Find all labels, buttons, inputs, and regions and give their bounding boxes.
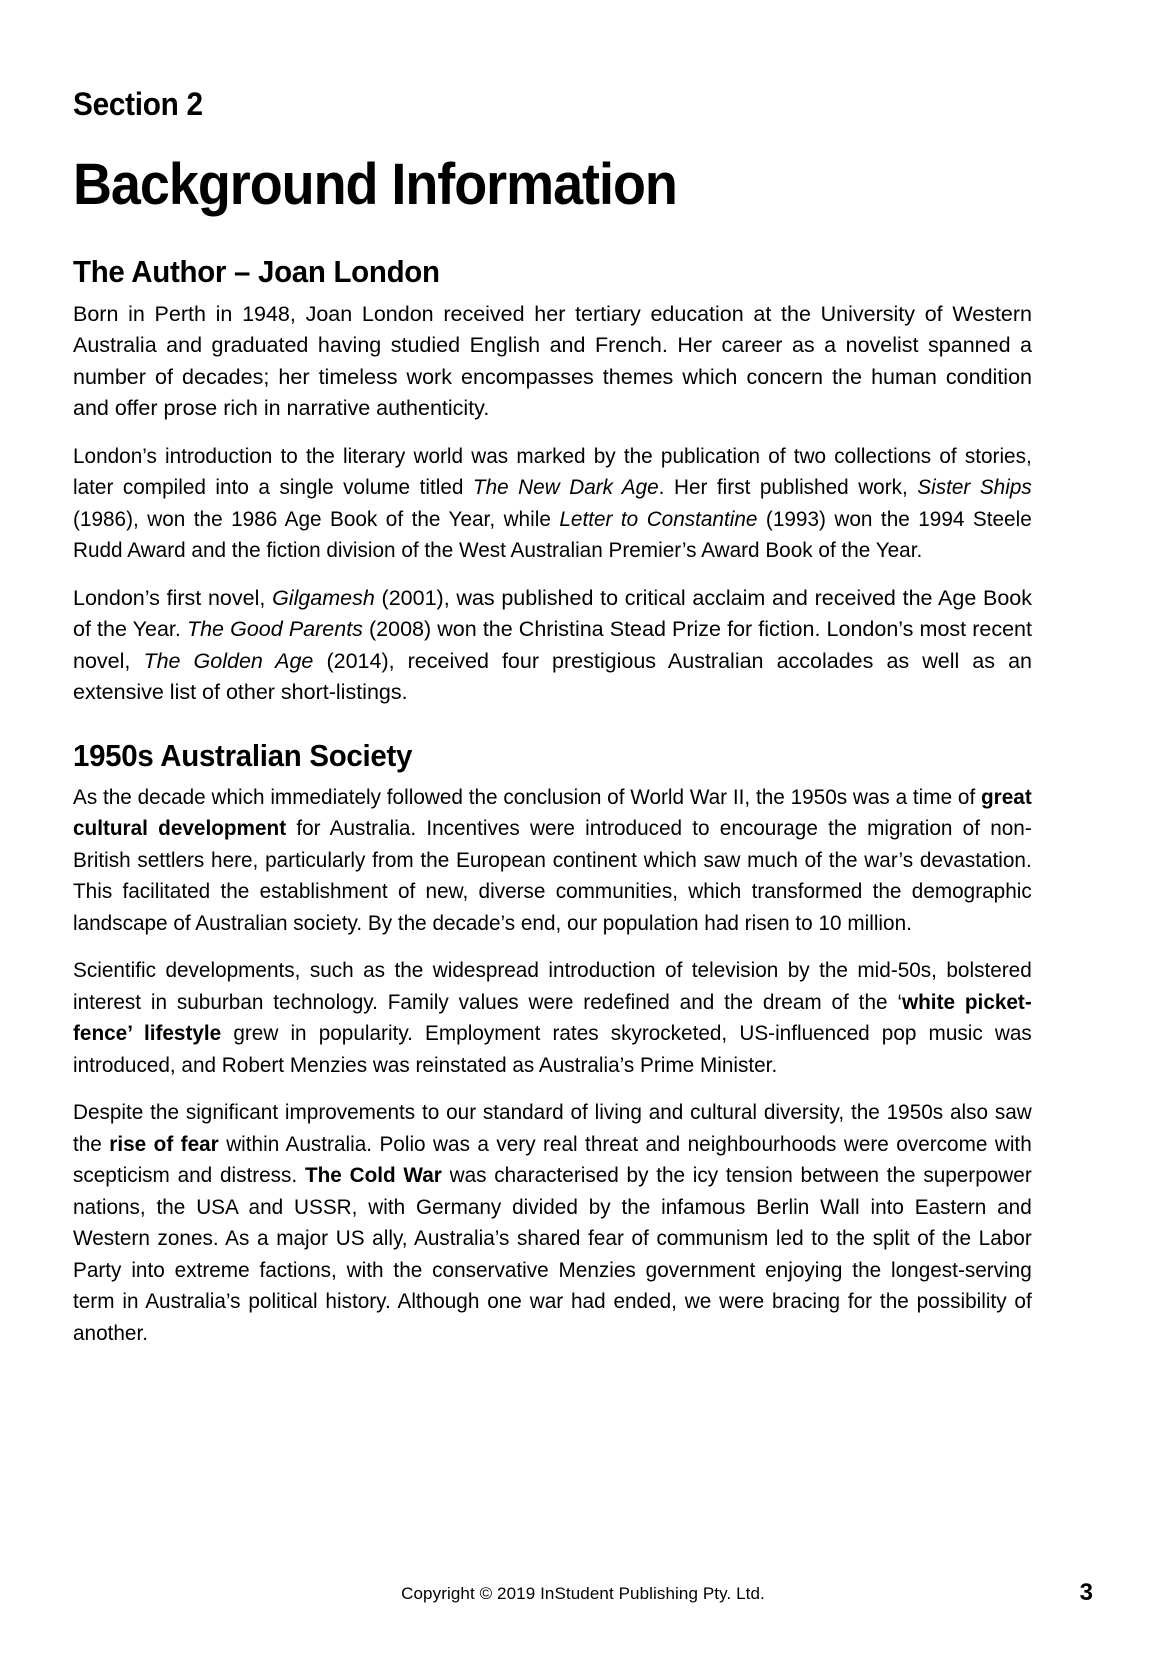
bold-run: The Cold War (304, 1163, 442, 1188)
text-run: (2014), received four prestigious Australian accolades as well as an extensive list of other short-listings. (73, 648, 1032, 705)
text-run: . Her first published work, (658, 475, 918, 500)
text-run: Scientific developments, such as the widespread introduction of television by the mid-50s, bolstered interest in suburban technology. Family values were redefined and the dream of the ‘ (73, 958, 1032, 1014)
text-run: (1993) won the 1994 Steele Rudd Award and the fiction division of the West Australian Premier’s Award Book of the Year. (73, 506, 1032, 563)
section-body-author (73, 299, 1032, 709)
text-run: within Australia. Polio was a very real threat and neighbourhoods were overcome with scepticism and distress. (73, 1131, 1032, 1188)
paragraph (73, 583, 1032, 709)
paragraph (73, 1097, 1032, 1349)
paragraph (73, 441, 1032, 567)
footer-copyright: Copyright © 2019 InStudent Publishing Pty. Ltd. (401, 1584, 765, 1603)
text-run: was characterised by the icy tension between the superpower nations, the USA and USSR, with Germany divided by the infamous Berlin Wall into Eastern and Western zones. As a major US ally, Australia’s shared fear of communism led to the split of the Labor Party into extreme factions, with the conservative Menzies government enjoying the longest-serving term in Australia’s political history. Although one war had ended, we were bracing for the possibility of another. (73, 1163, 1032, 1345)
text-run: (2001), was published to critical acclaim and received the Age Book of the Year. (73, 585, 1033, 642)
italic-run: The Good Parents (186, 617, 363, 642)
italic-run: Letter to Constantine (559, 506, 758, 531)
footer-page-number: 3 (1079, 1579, 1093, 1606)
text-run: grew in popularity. Employment rates skyrocketed, US-influenced pop music was introduced, and Robert Menzies was reinstated as Australia’s Prime Minister. (73, 1021, 1032, 1077)
text-run: As the decade which immediately followed the conclusion of World War II, the 1950s was a time of (73, 784, 982, 809)
page-footer (73, 1579, 1093, 1610)
text-run: for Australia. Incentives were introduced to encourage the migration of non-British settlers here, particularly from the European continent which saw much of the war’s devastation. This facilitated the establishment of new, diverse communities, which transformed the demographic landscape of Australian society. By the decade’s end, our population had risen to 10 million. (73, 816, 1032, 935)
heading-1950s-australian-society: 1950s Australian Society (73, 737, 413, 773)
text-run: London’s introduction to the literary world was marked by the publication of two collections of stories, later compiled into a single volume titled (73, 443, 1032, 500)
text-run: London’s first novel, (73, 585, 273, 610)
page-title: Background Information (73, 151, 677, 217)
text-run: (2008) won the Christina Stead Prize for fiction. London’s most recent novel, (73, 617, 1032, 673)
page-content (73, 0, 1032, 1349)
text-run: Despite the significant improvements to our standard of living and cultural diversity, the 1950s also saw the (73, 1100, 1032, 1156)
paragraph (73, 955, 1032, 1081)
italic-run: The Golden Age (143, 648, 314, 673)
section-label: Section 2 (73, 86, 203, 122)
bold-run: white picket-fence’ lifestyle (73, 989, 1032, 1046)
paragraph (73, 782, 1032, 940)
italic-run: The New Dark Age (472, 475, 659, 500)
paragraph (73, 299, 1032, 425)
heading-the-author: The Author – Joan London (73, 254, 440, 290)
text-run: Born in Perth in 1948, Joan London received her tertiary education at the University of Western Australia and graduated having studied English and French. Her career as a novelist spanned a number of decades; her timeless work encompasses themes which concern the human condition and offer prose rich in narrative authenticity. (73, 301, 1032, 421)
italic-run: Gilgamesh (272, 585, 375, 610)
text-run: (1986), won the 1986 Age Book of the Year, while (73, 506, 560, 531)
italic-run: Sister Ships (917, 475, 1032, 500)
bold-run: rise of fear (109, 1131, 219, 1156)
section-body-1950s (73, 782, 1032, 1350)
bold-run: great cultural development (73, 784, 1032, 841)
